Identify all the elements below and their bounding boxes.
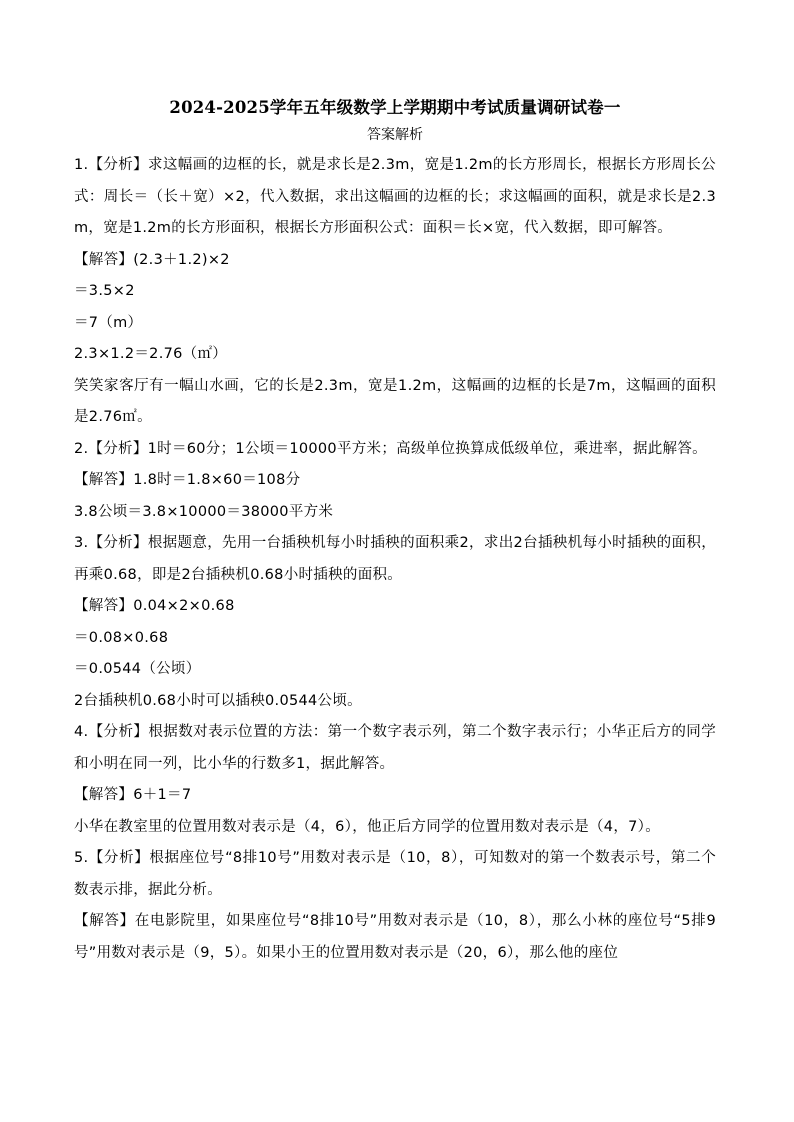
document-subtitle: 答案解析	[367, 127, 423, 143]
q3-analysis: 3.【分析】根据题意，先用一台插秧机每小时插秧的面积乘2，求出2台插秧机每小时插秧的面积，再乘0.68，即是2台插秧机0.68小时插秧的面积。	[74, 535, 716, 583]
q1-answer-line-1: 【解答】(2.3＋1.2)×2	[74, 251, 230, 268]
q5-analysis: 5.【分析】根据座位号“8排10号”用数对表示是（10，8），可知数对的第一个数表示号，第二个数表示排，据此分析。	[74, 850, 716, 898]
q5-answer: 【解答】在电影院里，如果座位号“8排10号”用数对表示是（10，8），那么小林的座位号“5排9号”用数对表示是（9，5）。如果小王的位置用数对表示是（20，6），那么他的座位	[74, 913, 716, 961]
q4-answer-conclusion: 小华在教室里的位置用数对表示是（4，6），他正后方同学的位置用数对表示是（4，7）。	[74, 818, 660, 835]
q1-analysis: 1.【分析】求这幅画的边框的长，就是求长是2.3m，宽是1.2m的长方形周长，根据长方形周长公式：周长＝（长＋宽）×2，代入数据，求出这幅画的边框的长；求这幅画的面积，就是求长是2.3m，宽是1.2m的长方形面积，根据长方形面积公式：面积＝长×宽，代入数据，即可解答。	[74, 157, 716, 236]
q3-answer-line-2: ＝0.08×0.68	[74, 629, 169, 646]
q1-answer-line-3: ＝7（m）	[74, 314, 143, 331]
q2-answer-line-2: 3.8公顷＝3.8×10000＝38000平方米	[74, 503, 334, 520]
q4-answer-line-1: 【解答】6＋1＝7	[74, 787, 192, 803]
q3-answer-line-1: 【解答】0.04×2×0.68	[74, 598, 235, 614]
q1-answer-line-2: ＝3.5×2	[74, 283, 135, 299]
q2-answer-line-1: 【解答】1.8时＝1.8×60＝108分	[74, 472, 301, 488]
q3-answer-line-3: ＝0.0544（公顷）	[74, 661, 201, 677]
q4-analysis: 4.【分析】根据数对表示位置的方法：第一个数字表示列，第二个数字表示行；小华正后方的同学和小明在同一列，比小华的行数多1，据此解答。	[74, 724, 716, 772]
q1-answer-line-4: 2.3×1.2＝2.76（㎡）	[74, 346, 228, 362]
document-title: 2024-2025学年五年级数学上学期期中考试质量调研试卷一	[169, 98, 621, 117]
q3-answer-conclusion: 2台插秧机0.68小时可以插秧0.0544公顷。	[74, 692, 362, 709]
q2-analysis: 2.【分析】1时＝60分；1公顷＝10000平方米；高级单位换算成低级单位，乘进率，据此解答。	[74, 440, 707, 457]
q1-answer-conclusion: 笑笑家客厅有一幅山水画，它的长是2.3m，宽是1.2m，这幅画的边框的长是7m，这幅画的面积是2.76㎡。	[74, 377, 716, 425]
